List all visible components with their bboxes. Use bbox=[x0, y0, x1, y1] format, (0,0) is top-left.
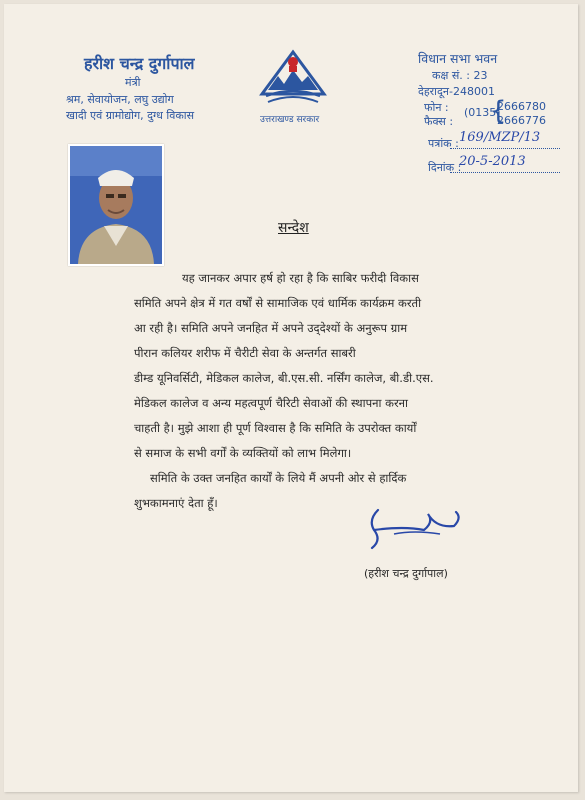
logo-caption: उत्तराखण्ड सरकार bbox=[260, 115, 320, 125]
date-label: दिनांक : bbox=[428, 161, 462, 174]
minister-name: हरीश चन्द्र दुर्गापाल bbox=[84, 54, 195, 73]
message-line-8: से समाज के सभी वर्गों के व्यक्तियों को लाभ मिलेगा। bbox=[134, 446, 352, 460]
minister-role: मंत्री bbox=[125, 76, 141, 89]
message-line-1: यह जानकर अपार हर्ष हो रहा है कि साबिर फरीदी विकास bbox=[182, 271, 419, 285]
message-line-9: समिति के उक्त जनहित कार्यों के लिये मैं अपनी ओर से हार्दिक bbox=[150, 471, 407, 485]
address-building: विधान सभा भवन bbox=[418, 51, 498, 66]
date-underline bbox=[450, 172, 560, 173]
message-title: सन्देश bbox=[278, 220, 309, 236]
emblem-icon bbox=[254, 46, 332, 111]
patrank-label: पत्रांक : bbox=[428, 137, 459, 150]
phone-label: फोन : bbox=[424, 101, 449, 114]
fax-number: 2666776 bbox=[497, 114, 546, 127]
department-line-2: खादी एवं ग्रामोद्योग, दुग्ध विकास bbox=[66, 109, 195, 122]
patrank-underline bbox=[450, 148, 560, 149]
message-line-3: आ रही है। समिति अपने जनहित में अपने उद्‌देश्यों के अनुरूप ग्राम bbox=[134, 321, 408, 335]
address-room: कक्ष सं. : 23 bbox=[432, 69, 488, 82]
message-line-7: चाहती है। मुझे आशा ही पूर्ण विश्वास है कि समिति के उपरोक्त कार्यों bbox=[134, 421, 417, 435]
message-line-2: समिति अपने क्षेत्र में गत वर्षों से सामाजिक एवं धार्मिक कार्यक्रम करती bbox=[134, 296, 422, 310]
brace-icon: { bbox=[490, 96, 507, 126]
message-line-10: शुभकामनाएं देता हूँ। bbox=[134, 496, 218, 510]
patrank-value: 169/MZP/13 bbox=[459, 130, 541, 145]
date-value: 20-5-2013 bbox=[459, 154, 526, 169]
fax-label: फैक्स : bbox=[424, 115, 454, 128]
signature-icon bbox=[364, 500, 468, 554]
message-line-5: डीम्ड यूनिवर्सिटी, मेडिकल कालेज, बी.एस.सी. नर्सिंग कालेज, बी.डी.एस. bbox=[134, 371, 434, 385]
portrait-image bbox=[70, 146, 162, 264]
message-line-6: मेडिकल कालेज व अन्य महत्वपूर्ण चैरिटी सेवाओं की स्थापना करना bbox=[134, 396, 409, 410]
std-code: (0135) bbox=[464, 106, 501, 119]
message-line-4: पीरान कलियर शरीफ में चैरीटी सेवा के अन्तर्गत साबरी bbox=[134, 346, 356, 360]
signer-name: (हरीश चन्द्र दुर्गापाल) bbox=[364, 567, 448, 580]
address-city: देहरादून-248001 bbox=[418, 85, 495, 98]
letter-page bbox=[4, 4, 578, 792]
phone-number: 2666780 bbox=[497, 100, 546, 113]
minister-photo bbox=[68, 144, 164, 266]
handwritten-signature bbox=[364, 500, 468, 554]
department-line-1: श्रम, सेवायोजन, लघु उद्योग bbox=[66, 93, 174, 106]
